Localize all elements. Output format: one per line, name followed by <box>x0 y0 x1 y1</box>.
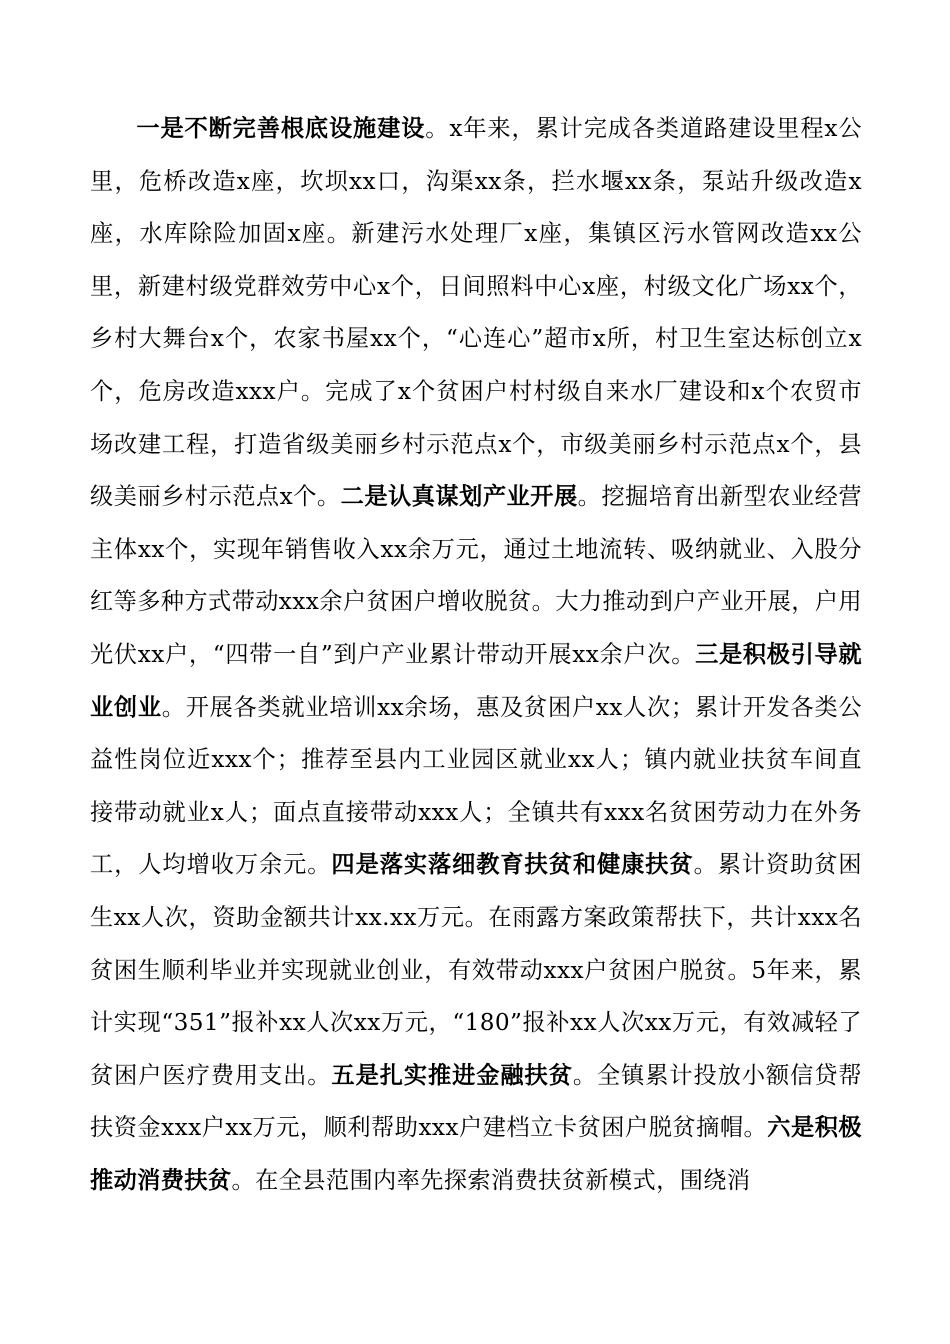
heading-consumption: 六是积极推动消费扶贫 <box>90 1114 862 1194</box>
heading-finance: 五是扎实推进金融扶贫 <box>331 1061 573 1089</box>
text-infrastructure: 。x年来，累计完成各类道路建设里程x公里，危桥改造x座，坎坝xx口，沟渠xx条，拦水堰xx条，泵站升级改造x座，水库除险加固x座。新建污水处理厂x座，集镇区污水管网改造xx公里，新建村级党群效劳中心x个，日间照料中心x座，村级文化广场xx个，乡村大舞台x个，农家书屋xx个，“心连心”超市x所，村卫生室达标创立x个，危房改造xxx户。完成了x个贫困户村村级自来水厂建设和x个农贸市场改建工程，打造省级美丽乡村示范点x个，市级美丽乡村示范点x个，县级美丽乡村示范点x个。 <box>90 115 862 511</box>
heading-employment: 三是积极引导就业创业 <box>90 640 862 721</box>
text-finance: 。全镇累计投放小额信贷帮扶资金xxx户xx万元，顺利帮助xxx户建档立卡贫困户脱贫摘帽。 <box>90 1061 862 1142</box>
heading-industry: 二是认真谋划产业开展 <box>340 483 578 511</box>
text-employment: 。开展各类就业培训xx余场，惠及贫困户xx人次；累计开发各类公益性岗位近xxx个；推荐至县内工业园区就业xx人；镇内就业扶贫车间直接带动就业x人；面点直接带动xxx人；全镇共有xxx名贫困劳动力在外务工，人均增收万余元。 <box>90 693 862 879</box>
text-consumption: 。在全县范围内率先探索消费扶贫新模式，围绕消 <box>231 1166 751 1194</box>
text-education-health: 。累计资助贫困生xx人次，资助金额共计xx.xx万元。在雨露方案政策帮扶下，共计xxx名贫困生顺利毕业并实现就业创业，有效带动xxx户贫困户脱贫。5年来，累计实现“351”报补xx人次xx万元，“180”报补xx人次xx万元，有效减轻了贫困户医疗费用支出。 <box>90 851 863 1089</box>
text-industry: 。挖掘培育出新型农业经营主体xx个，实现年销售收入xx余万元，通过土地流转、吸纳就业、入股分红等多种方式带动xxx余户贫困户增收脱贫。大力推动到户产业开展，户用光伏xx户，“四带一自”到户产业累计带动开展xx余户次。 <box>90 483 862 668</box>
body-paragraph <box>90 103 862 1207</box>
heading-education-health: 四是落实落细教育扶贫和健康扶贫 <box>331 851 694 879</box>
heading-infrastructure: 一是不断完善根底设施建设 <box>136 115 426 142</box>
